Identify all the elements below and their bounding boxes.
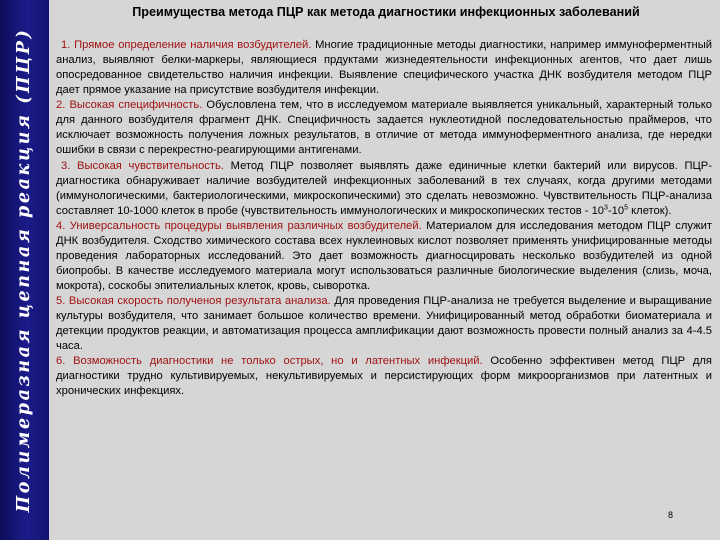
advantage-item-1	[56, 38, 712, 98]
exponent-2: 5	[624, 203, 629, 211]
slide-content	[56, 38, 712, 400]
advantage-heading-3: 3. Высокая чувствительность.	[61, 159, 224, 172]
advantage-text-4: Материалом для исследования методом ПЦР служит ДНК возбудителя. Сходство химического состава всех нуклеиновых кислот позволяет применять унифицированные методы проведения лабораторных исследований. Это дает возможность диагносцировать несколько возбудителей из одной биопробы. В качестве исследуемого материала могут использоваться различные биологические выделения (слизь, моча, мокрота), соскобы эпителиальных клеток, кровь, сыворотка.	[56, 219, 712, 292]
advantage-text-3: Метод ПЦР позволяет выявлять даже единичные клетки бактерий или вирусов. ПЦР-диагностика обнаруживает наличие возбудителей инфекционных заболеваний в тех случаях, когда другими методами (иммунологическими, бактериологическими, микроскопическими) это сделать невозможно. Чувствительность ПЦР-анализа составляет 10-1000 клеток в пробе (чувствительность иммунологических и микроскопических тестов - 10	[56, 159, 712, 217]
exponent-1: 3	[604, 203, 608, 211]
sidebar	[0, 0, 49, 540]
advantage-item-5	[56, 294, 712, 354]
advantage-item-2	[56, 98, 712, 158]
advantage-heading-1: 1. Прямое определение наличия возбудителей.	[61, 39, 312, 51]
page-title: Преимущества метода ПЦР как метода диагностики инфекционных заболеваний	[132, 5, 640, 19]
advantage-heading-4: 4. Универсальность процедуры выявления различных возбудителей.	[56, 219, 422, 232]
advantage-text-2: Обусловлена тем, что в исследуемом материале выявляется уникальный, характерный только для данного возбудителя фрагмент ДНК. Специфичность задается нуклеотидной последовательностью праймеров, что исключает возможность получения ложных результатов, в отличие от метода иммуноферментного анализа, где нередки ошибки в связи с перекрестно-реагирующими антигенами.	[56, 99, 712, 157]
advantage-heading-5: 5. Высокая скорость полученоя результата анализа.	[56, 295, 331, 308]
advantage-item-6	[56, 354, 712, 399]
advantage-text-3-mid: -10	[607, 204, 625, 217]
advantage-heading-6: 6. Возможность диагностики не только острых, но и латентных инфекций.	[56, 355, 483, 368]
advantage-item-3	[56, 159, 712, 219]
advantage-heading-2: 2. Высокая специфичность.	[56, 99, 203, 112]
advantage-text-5: Для проведения ПЦР-анализа не требуется выделение и выращивание культуры возбудителя, что занимает большое количество времени. Унифицированный метод обработки биоматериала и детекции продуктов реакции, и автоматизация процесса амплификации дают возможность провести полный анализ за 4-4.5 часа.	[56, 295, 713, 353]
advantage-text-6: Особенно эффективен метод ПЦР для диагностики трудно культивируемых, некультивируемых и персистирующих форм микроорганизмов при латентных и хронических инфекциях.	[56, 355, 712, 398]
advantage-text-3-end: клеток).	[628, 204, 672, 217]
advantage-item-4	[56, 219, 712, 294]
sidebar-title: Полимеразная цепная реакция (ПЦР)	[14, 27, 34, 513]
page-number: 8	[668, 510, 674, 520]
advantage-text-1: Многие традиционные методы диагностики, например иммуноферментный анализ, выявляют белки-маркеры, являющиеся прдуктами жизнедеятельности инфекционных агентов, что дает лишь опосредованное свидетельство наличия инфекции. Выявление специфического участка ДНК возбудителя методом ПЦР дает прямое указание на присутствие возбудителя инфекции.	[56, 39, 712, 97]
